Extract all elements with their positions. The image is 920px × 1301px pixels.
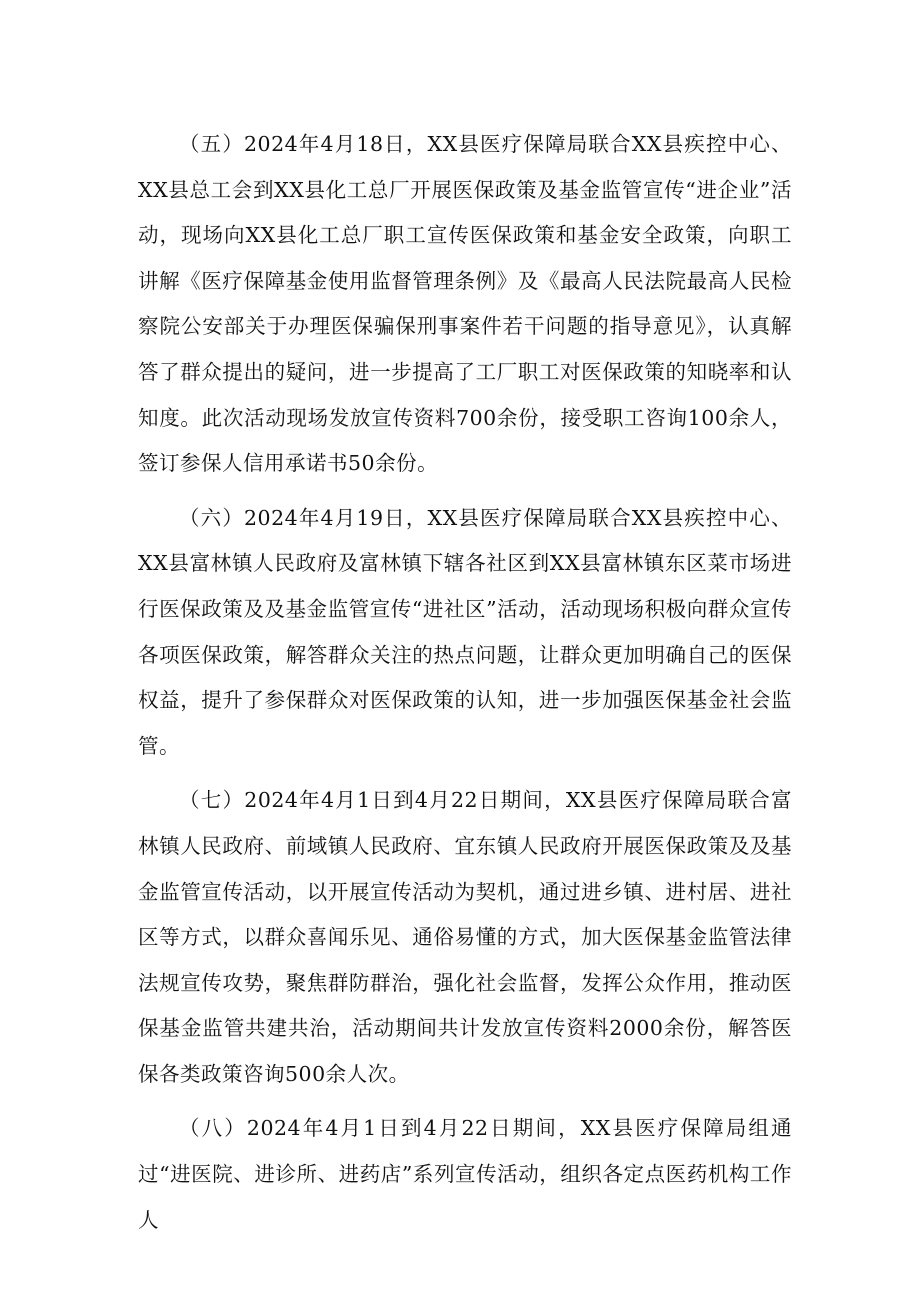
paragraph-8: （八）2024年4月1日到4月22日期间，XX县医疗保障局组通过“进医院、进诊所、进药店”系列宣传活动，组织各定点医药机构工作人 [138, 1116, 792, 1232]
paragraph-6: （六）2024年4月19日，XX县医疗保障局联合XX县疾控中心、XX县富林镇人民政府及富林镇下辖各社区到XX县富林镇东区菜市场进行医保政策及及基金监管宣传“进社区”活动，活动现场积极向群众宣传各项医保政策，解答群众关注的热点问题，让群众更加明确自己的医保权益，提升了参保群众对医保政策的认知，进一步加强医保基金社会监管。 [138, 505, 792, 758]
paragraph-5: （五）2024年4月18日，XX县医疗保障局联合XX县疾控中心、XX县总工会到XX县化工总厂开展医保政策及基金监管宣传“进企业”活动，现场向XX县化工总厂职工宣传医保政策和基金安全政策，向职工讲解《医疗保障基金使用监督管理条例》及《最高人民法院最高人民检察院公安部关于办理医保骗保刑事案件若干问题的指导意见》，认真解答了群众提出的疑问，进一步提高了工厂职工对医保政策的知晓率和认知度。此次活动现场发放宣传资料700余份，接受职工咨询100余人，签订参保人信用承诺书50余份。 [138, 132, 792, 476]
paragraph-7: （七）2024年4月1日到4月22日期间，XX县医疗保障局联合富林镇人民政府、前域镇人民政府、宜东镇人民政府开展医保政策及及基金监管宣传活动，以开展宣传活动为契机，通过进乡镇、进村居、进社区等方式，以群众喜闻乐见、通俗易懂的方式，加大医保基金监管法律法规宣传攻势，聚焦群防群治，强化社会监督，发挥公众作用，推动医保基金监管共建共治，活动期间共计发放宣传资料2000余份，解答医保各类政策咨询500余人次。 [138, 788, 792, 1086]
document-body [138, 122, 792, 1252]
